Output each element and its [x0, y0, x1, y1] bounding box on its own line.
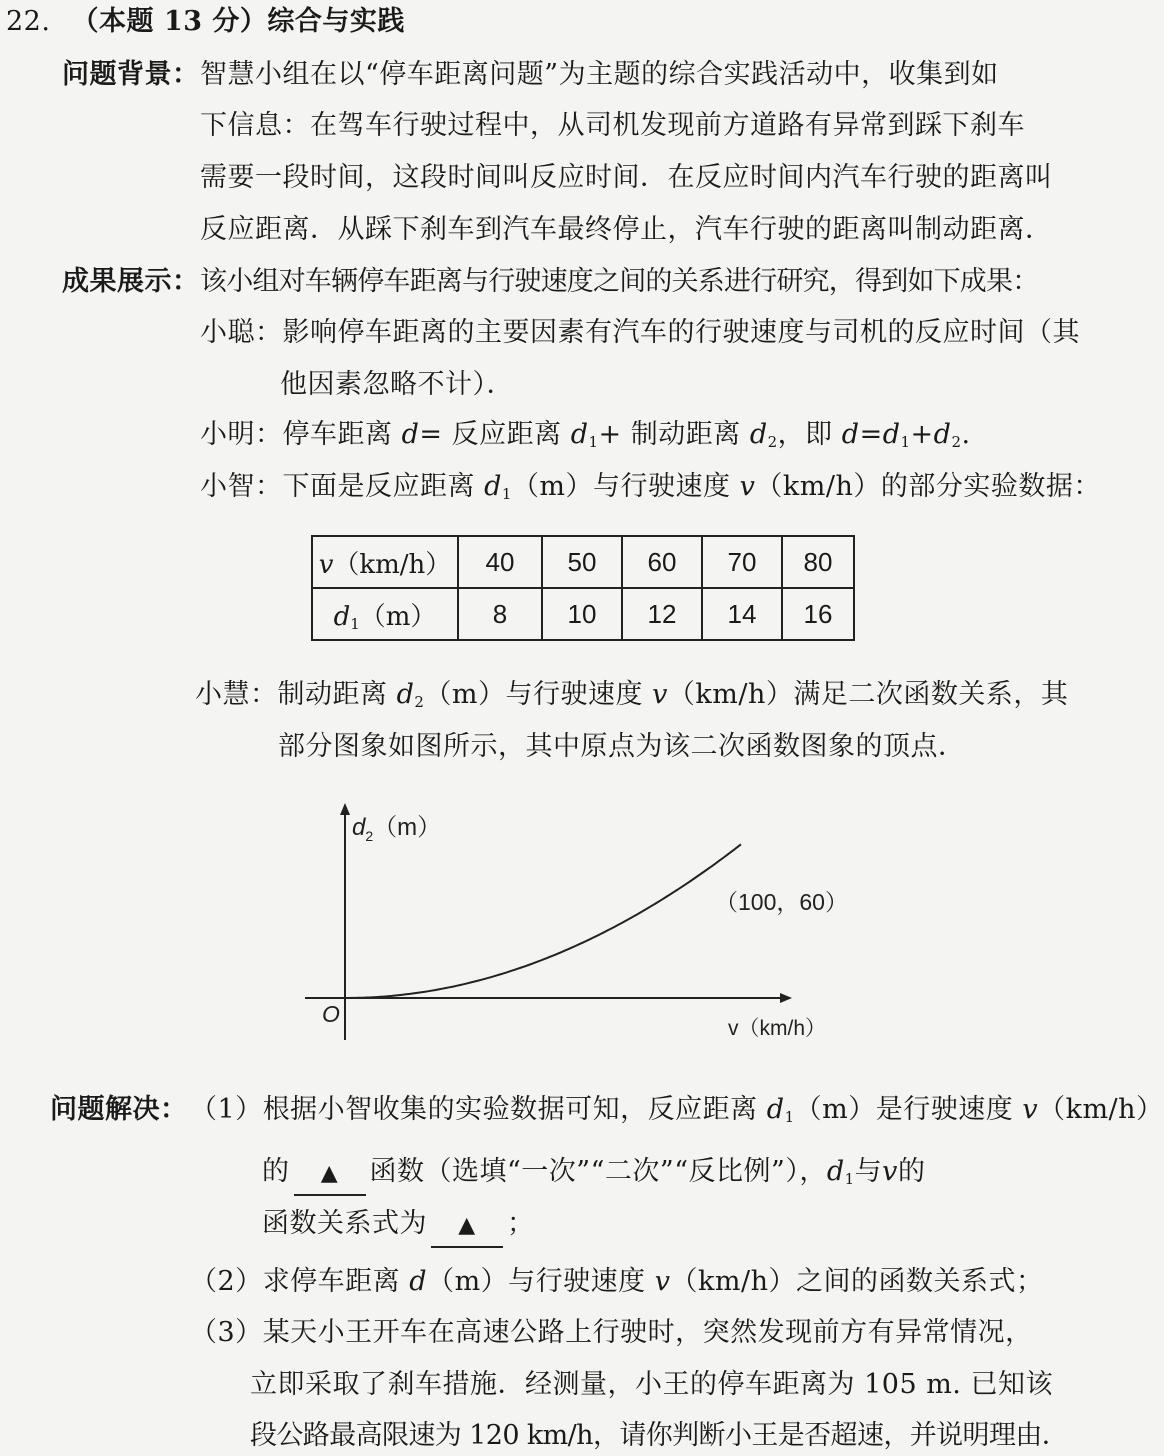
q1-line-1 [190, 1090, 1164, 1130]
y-label-sub: 2 [365, 828, 374, 844]
sub: 2 [767, 433, 778, 451]
q1-number: （1） [190, 1094, 263, 1125]
text: 根据小智收集的实验数据可知，反应距离 [262, 1094, 767, 1125]
var-d: d [401, 419, 420, 450]
q3-line-3: 段公路最高限速为 120 km/h，请你判断小王是否超速，并说明理由． [250, 1420, 1069, 1451]
var-v: v [652, 679, 668, 710]
text: （km/h）之间的函数关系式； [670, 1266, 1044, 1297]
xiaocong-text: 影响停车距离的主要因素有汽车的行驶速度与司机的反应时间（其 [282, 317, 1080, 348]
origin-label: O [322, 1001, 340, 1027]
unit: （m） [359, 601, 437, 632]
var-d2: d [749, 419, 768, 450]
sub: 1 [501, 485, 512, 503]
q2-line [190, 1262, 1043, 1302]
table-cell: 70 [702, 536, 782, 588]
table-cell: 50 [542, 536, 622, 588]
xiaohui-line-2: 部分图象如图所示，其中原点为该二次函数图象的顶点． [278, 731, 966, 762]
parabola-curve [345, 844, 741, 998]
table-cell: 14 [702, 588, 782, 640]
var-d: d [826, 1156, 845, 1187]
text: 停车距离 [282, 419, 402, 450]
q3-line-2: 立即采取了刹车措施．经测量，小王的停车距离为 105 m. 已知该 [250, 1369, 1053, 1400]
sub: 1 [588, 433, 599, 451]
text: 的 [897, 1156, 926, 1187]
text: 的 [262, 1156, 290, 1187]
results-intro: 该小组对车辆停车距离与行驶速度之间的关系进行研究，得到如下成果： [200, 266, 1039, 297]
y-label-var: d [352, 814, 366, 841]
x-axis-label: v（km/h） [728, 1017, 827, 1040]
table-row [312, 536, 854, 588]
table-cell: 10 [542, 588, 622, 640]
var-d: d [333, 601, 351, 632]
text: = [859, 419, 883, 450]
var-d: d [409, 1266, 428, 1297]
var: d [841, 419, 860, 450]
text: （m）是行驶速度 [794, 1094, 1023, 1125]
q2-number: （2） [190, 1266, 263, 1297]
q1-line-2 [262, 1152, 925, 1196]
var-v: v [739, 471, 756, 502]
y-label-unit: （m） [373, 814, 442, 841]
answer-blank-2[interactable]: ▲ [431, 1206, 503, 1248]
text: . [961, 419, 971, 450]
var-d: d [484, 471, 502, 502]
q3-line-1 [190, 1313, 1033, 1353]
text: ，即 [777, 419, 842, 450]
var-v: v [318, 549, 334, 580]
table-header-d1 [312, 588, 458, 640]
text: （m）与行驶速度 [427, 1266, 655, 1297]
sub: 1 [844, 1170, 855, 1188]
table-cell: 40 [458, 536, 542, 588]
q1-line-3 [262, 1204, 535, 1248]
text: （m）与行驶速度 [424, 679, 653, 710]
xiaoming-line [200, 415, 971, 455]
var-d1: d [570, 419, 589, 450]
table-row [312, 588, 854, 640]
text: 函数关系式为 [262, 1208, 427, 1239]
var: d [933, 419, 952, 450]
var-v: v [1022, 1094, 1039, 1125]
xiaocong-line-1 [200, 313, 1080, 353]
xiaocong-name: 小聪： [200, 317, 283, 348]
sub: 1 [784, 1108, 795, 1126]
q3-number: （3） [190, 1317, 263, 1348]
background-line-2: 下信息：在驾车行驶过程中，从司机发现前方道路有异常到踩下刹车 [200, 110, 1025, 141]
table-cell: 8 [458, 588, 542, 640]
data-table [311, 535, 855, 641]
text: 制动距离 [277, 679, 397, 710]
var-d: d [766, 1094, 785, 1125]
sub: 2 [414, 693, 425, 711]
text: + 制动距离 [598, 419, 750, 450]
text: （km/h） [1038, 1094, 1164, 1125]
point-label: （100，60） [715, 889, 848, 915]
questions-label: 问题解决： [50, 1094, 188, 1125]
var-d: d [396, 679, 415, 710]
background-label: 问题背景： [62, 59, 200, 90]
quadratic-graph [300, 795, 860, 1055]
table-cell: 12 [622, 588, 702, 640]
xiaozhi-line [200, 467, 1101, 507]
table-cell: 16 [782, 588, 854, 640]
xiaoming-name: 小明： [200, 419, 283, 450]
text: ； [507, 1208, 535, 1239]
var-v: v [882, 1156, 898, 1187]
text: 与 [854, 1156, 883, 1187]
table-header-v [312, 536, 458, 588]
sub: 1 [900, 433, 911, 451]
unit: （km/h） [333, 549, 452, 580]
text: 下面是反应距离 [282, 471, 485, 502]
background-line-4: 反应距离．从踩下刹车到汽车最终停止，汽车行驶的距离叫制动距离． [200, 214, 1053, 245]
text: = 反应距离 [419, 419, 571, 450]
text: 某天小王开车在高速公路上行驶时，突然发现前方有异常情况， [262, 1317, 1033, 1348]
xiaohui-line-1 [195, 675, 1068, 715]
xiaohui-name: 小慧： [195, 679, 278, 710]
text: （km/h）满足二次函数关系，其 [667, 679, 1069, 710]
text: + [910, 419, 934, 450]
text: 函数（选填“一次”“二次”“反比例”）， [369, 1156, 827, 1187]
results-label: 成果展示： [62, 266, 200, 297]
background-line-3: 需要一段时间，这段时间叫反应时间．在反应时间内汽车行驶的距离叫 [200, 162, 1053, 193]
text: 求停车距离 [262, 1266, 410, 1297]
var: d [882, 419, 901, 450]
table-cell: 80 [782, 536, 854, 588]
question-title: （本题 13 分）综合与实践 [71, 6, 405, 37]
var-v: v [654, 1266, 671, 1297]
xiaozhi-name: 小智： [200, 471, 283, 502]
question-header [6, 2, 405, 42]
xiaocong-line-2: 他因素忽略不计）． [280, 369, 514, 400]
text: （km/h）的部分实验数据： [755, 471, 1101, 502]
answer-blank-1[interactable]: ▲ [294, 1154, 366, 1196]
sub: 2 [951, 433, 962, 451]
sub: 1 [350, 614, 360, 633]
background-line-1: 智慧小组在以“停车距离问题”为主题的综合实践活动中，收集到如 [200, 59, 999, 90]
table-cell: 60 [622, 536, 702, 588]
question-number: 22. [6, 6, 51, 37]
text: （m）与行驶速度 [511, 471, 740, 502]
y-axis-label [352, 814, 441, 844]
